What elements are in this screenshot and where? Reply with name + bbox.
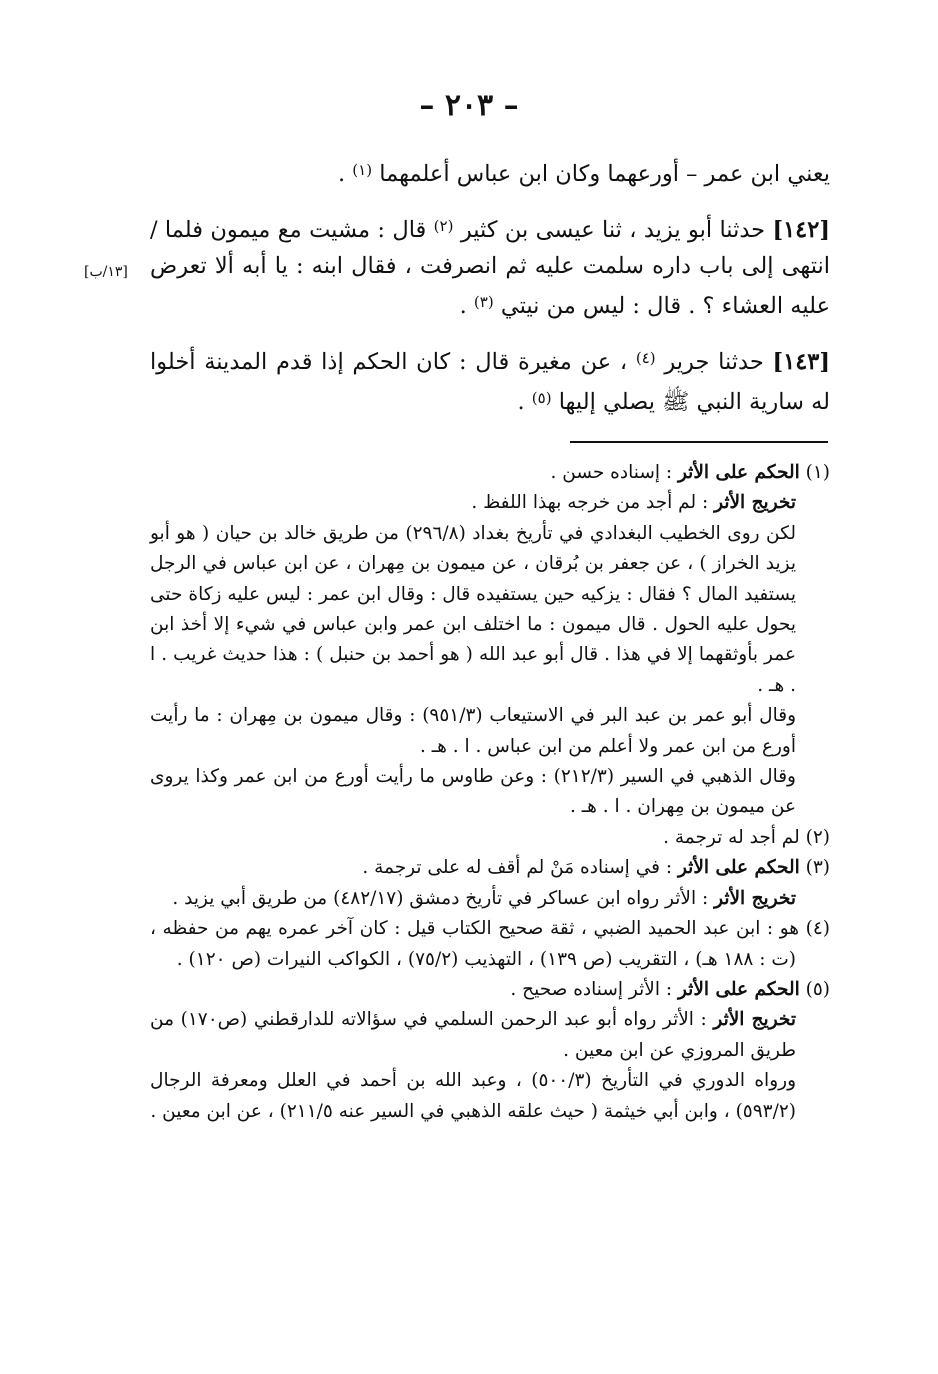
footnote-1-takhrij [150,488,830,518]
footnote-ref-1: (١) [352,161,373,179]
footnote-1-paragraph-4: وقال الذهبي في السير (٢١٢/٣) : وعن طاوس ما رأيت أورع من ابن عمر وكذا يروى عن ميمون بن مِهران . ا . هـ . [150,766,796,818]
footnote-3-number: (٣) [805,857,830,879]
footnote-5 [150,975,830,1005]
footnote-1-number: (١) [805,462,830,483]
page-number: – ٢٠٣ – [419,88,519,123]
athar-number-143: [١٤٣] [772,349,831,375]
footnote-5-takhrij-text: : الأثر رواه أبو عبد الرحمن السلمي في سؤالاته للدارقطني (ص١٧٠) من طريق المروزي عن ابن معين . [150,1009,796,1061]
footnote-1-takhrij-label: تخريج الأثر [714,492,796,514]
paragraph-143-text-b: ، عن مغيرة قال : كان الحكم إذا قدم المدينة أخلوا له سارية النبي ﷺ يصلي إليها [150,349,830,415]
paragraph-142 [150,208,830,324]
footnote-3-text: : في إسناده مَنْ لم أقف له على ترجمة . [362,857,673,879]
paragraph-143-end: . [517,389,525,415]
paragraph-142-text-b: قال : مشيت مع ميمون فلما / انتهى إلى باب داره سلمت عليه ثم انصرفت ، فقال ابنه : يا أبه ألا تعرض عليه العشاء ؟ . قال : ليس من نيتي [150,217,830,319]
footnote-2 [150,823,830,853]
footnote-5-takhrij [150,1005,830,1066]
athar-number-142: [١٤٢] [772,217,831,243]
paragraph-142-text-a: حدثنا أبو يزيد ، ثنا عيسى بن كثير [460,217,766,243]
footnote-3-takhrij [150,884,830,914]
footnote-1-paragraph-3: وقال أبو عمر بن عبد البر في الاستيعاب (٩٥١/٣) : وقال ميمون بن مِهران : ما رأيت أورع من ابن عمر ولا أعلم من ابن عباس . ا . هـ . [150,705,796,757]
footnote-1-text: : إسناده حسن . [550,462,673,483]
footnote-3-takhrij-label: تخريج الأثر [714,887,796,909]
footnote-ref-4: (٤) [635,349,656,367]
footnote-5-label: الحكم على الأثر [677,978,800,1000]
footnote-4-text: هو : ابن عبد الحميد الضبي ، ثقة صحيح الكتاب قيل : كان آخر عمره يهم من حفظه ، (ت : ١٨٨ هـ) ، التقريب (ص ١٣٩) ، التهذيب (٧٥/٢) ، الكواكب النيرات (ص ١٢٠) . [150,918,800,970]
footnote-4-number: (٤) [805,918,830,940]
footnote-1-paragraph-2: لكن روى الخطيب البغدادي في تأريخ بغداد (٢٩٦/٨) من طريق خالد بن حيان ( هو أبو يزيد الخراز ) ، عن جعفر بن بُرقان ، عن ميمون بن مِهران ، عن ابن عباس في الرجل يستفيد المال ؟ فقال : يزكيه حين يستفيده قال : وقال ابن عمر : ليس عليه زكاة حتى يحول عليه الحول . قال ميمون : ما اختلف ابن عمر وابن عباس في شيء إلا أخذ ابن عمر بأوثقهما إلا في هذا . قال أبو عبد الله ( هو أحمد بن حنبل ) : هذا حديث غريب . ا . هـ . [150,522,796,696]
main-text [150,152,830,436]
footnote-1-label: الحكم على الأثر [677,462,800,483]
footnote-1 [150,458,830,488]
footnote-3-takhrij-text: : الأثر رواه ابن عساكر في تأريخ دمشق (٤٨٢/١٧) من طريق أبي يزيد . [172,887,709,909]
paragraph-143 [150,340,830,420]
footnotes [150,458,830,1127]
footnote-5-paragraph-3: ورواه الدوري في التأريخ (٥٠٠/٣) ، وعبد الله بن أحمد في العلل ومعرفة الرجال (٥٩٣/٢) ، وابن أبي خيثمة ( حيث علقه الذهبي في السير عنه ٢١١/٥) ، عن ابن معين . [150,1070,796,1122]
paragraph-143-text-a: حدثنا جرير [664,349,764,375]
footnote-3-label: الحكم على الأثر [677,857,800,879]
footnote-ref-5: (٥) [531,389,552,407]
margin-folio-note: [١٣/ب] [84,264,128,280]
footnote-3 [150,853,830,883]
footnote-5-number: (٥) [805,978,830,1000]
footnote-5-text: : الأثر إسناده صحيح . [510,978,673,1000]
footnote-2-number: (٢) [805,826,830,848]
footnote-2-text: لم أجد له ترجمة . [663,826,800,848]
paragraph-1 [150,152,830,192]
footnote-1-takhrij-text: : لم أجد من خرجه بهذا اللفظ . [471,492,709,514]
footnote-4 [150,914,830,975]
footnote-ref-2: (٢) [433,217,454,235]
footnote-5-takhrij-label: تخريج الأثر [713,1009,796,1031]
paragraph-1-text: يعني ابن عمر – أورعهما وكان ابن عباس أعلمهما [379,161,830,187]
footnote-separator [570,441,828,443]
footnote-ref-3: (٣) [473,293,494,311]
paragraph-142-end: . [459,293,467,319]
paragraph-1-end: . [337,161,346,187]
